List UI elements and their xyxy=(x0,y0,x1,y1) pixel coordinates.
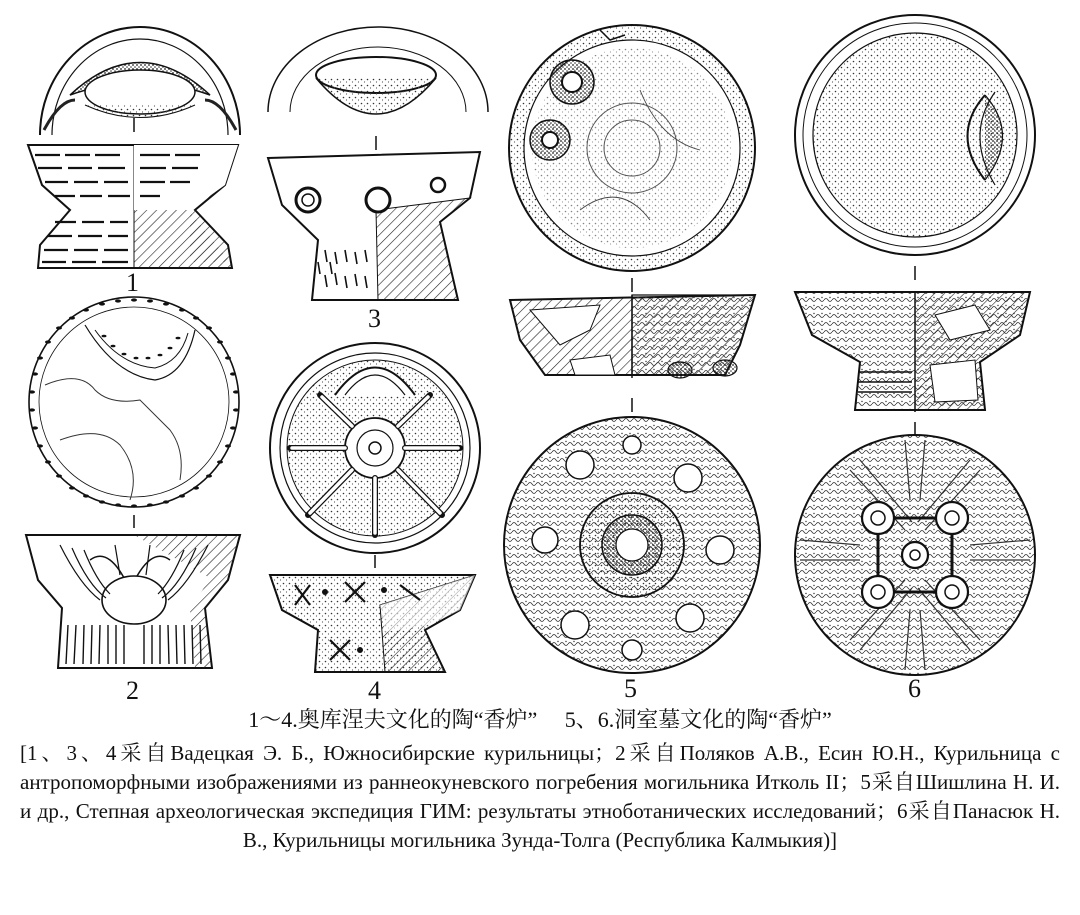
caption-title-part-2: 5、6.洞室墓文化的陶“香炉” xyxy=(564,707,832,732)
figure-label-2: 2 xyxy=(126,676,139,705)
artifact-5-bottom-view xyxy=(504,417,760,673)
figure-label-4: 4 xyxy=(368,676,381,705)
artifact-4-top-view xyxy=(270,343,480,553)
artifact-2-side-view xyxy=(26,535,240,668)
artifact-6-side-view xyxy=(795,292,1030,412)
artifact-4 xyxy=(270,343,480,672)
caption-source-note: [1、3、4采自Вадецкая Э. Б., Южносибирские курильницы；2采自Поляков А.В., Есин Ю.Н., Курильница с антропоморфными изображениями из раннеокуневского погребения могильника Итколь II；5采自Шишлина Н. И. и др., Степная археологическая экспедиция ГИМ: результаты этноботанических исследований；6采自Панасюк Н. В., Курильницы могильника Зунда-Толга (Республика Калмыкия)] xyxy=(20,741,1060,852)
figure-label-6: 6 xyxy=(908,674,921,703)
figure-label-5: 5 xyxy=(624,674,637,703)
artifact-1 xyxy=(28,27,240,268)
figure-label-1: 1 xyxy=(126,268,139,297)
caption-title-part-1: 1～4.奥库涅夫文化的陶“香炉” xyxy=(248,707,538,732)
artifact-5-top-view xyxy=(509,25,755,271)
artifact-6 xyxy=(795,15,1035,675)
artifact-6-bottom-view xyxy=(795,435,1035,675)
artifact-3-side-view xyxy=(268,152,480,300)
artifact-5 xyxy=(504,25,760,673)
artifact-3-top-view xyxy=(268,27,488,114)
artifact-2-top-view xyxy=(29,297,239,508)
artifact-1-side-view xyxy=(28,145,238,268)
figure-label-3: 3 xyxy=(368,304,381,333)
figure-caption xyxy=(20,705,1060,855)
artifact-6-top-view xyxy=(795,15,1035,255)
artifact-1-top-view xyxy=(40,27,240,135)
artifact-4-side-view xyxy=(270,575,475,672)
caption-title-line xyxy=(20,705,1060,735)
artifact-2 xyxy=(26,297,240,668)
artifact-5-side-view xyxy=(510,295,755,378)
artifact-3 xyxy=(268,27,488,300)
